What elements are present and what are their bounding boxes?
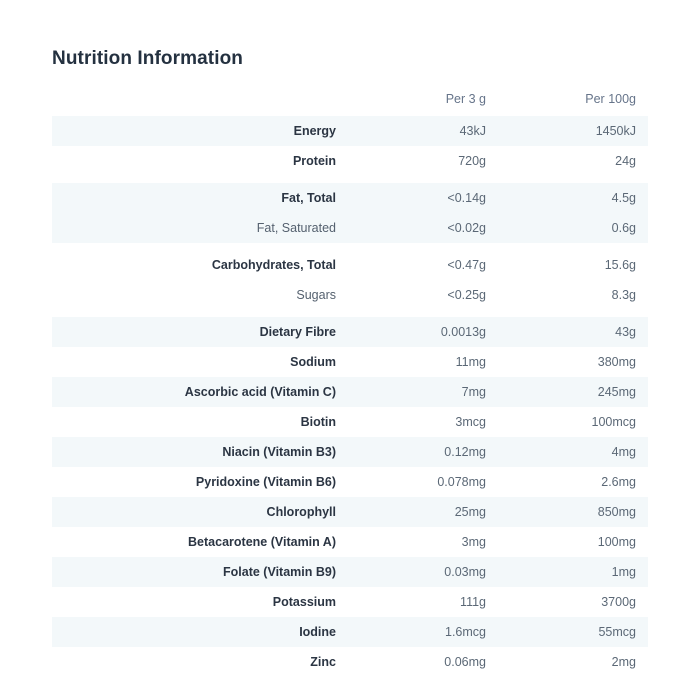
table-row [52, 250, 648, 280]
column-header-nutrient [52, 88, 348, 116]
value-per-100g: 43g [498, 317, 648, 347]
value-per-serve: 7mg [348, 377, 498, 407]
value-per-100g: 850mg [498, 497, 648, 527]
table-row [52, 437, 648, 467]
row-spacer-cell [52, 310, 648, 317]
value-per-100g: 4mg [498, 437, 648, 467]
value-per-100g: 3700g [498, 587, 648, 617]
value-per-serve: 0.12mg [348, 437, 498, 467]
table-body [52, 116, 648, 677]
nutrient-label: Pyridoxine (Vitamin B6) [52, 467, 348, 497]
table-row [52, 467, 648, 497]
table-row [52, 497, 648, 527]
table-row [52, 377, 648, 407]
nutrient-label: Niacin (Vitamin B3) [52, 437, 348, 467]
value-per-serve: 0.0013g [348, 317, 498, 347]
column-header-per-serve: Per 3 g [348, 88, 498, 116]
row-spacer [52, 310, 648, 317]
table-row [52, 587, 648, 617]
value-per-100g: 4.5g [498, 183, 648, 213]
row-spacer [52, 176, 648, 183]
table-row [52, 116, 648, 146]
nutrition-table [52, 88, 648, 677]
value-per-serve: <0.25g [348, 280, 498, 310]
value-per-100g: 2mg [498, 647, 648, 677]
table-row [52, 527, 648, 557]
table-header [52, 88, 648, 116]
value-per-serve: 111g [348, 587, 498, 617]
value-per-100g: 0.6g [498, 213, 648, 243]
value-per-serve: 43kJ [348, 116, 498, 146]
nutrient-label: Fat, Saturated [52, 213, 348, 243]
nutrient-label: Iodine [52, 617, 348, 647]
value-per-serve: 25mg [348, 497, 498, 527]
value-per-serve: <0.14g [348, 183, 498, 213]
nutrient-label: Sodium [52, 347, 348, 377]
table-row [52, 146, 648, 176]
value-per-serve: 0.06mg [348, 647, 498, 677]
value-per-serve: 0.03mg [348, 557, 498, 587]
value-per-100g: 8.3g [498, 280, 648, 310]
nutrient-label: Potassium [52, 587, 348, 617]
value-per-serve: 0.078mg [348, 467, 498, 497]
table-row [52, 213, 648, 243]
table-row [52, 347, 648, 377]
value-per-100g: 380mg [498, 347, 648, 377]
table-row [52, 557, 648, 587]
column-header-per-100g: Per 100g [498, 88, 648, 116]
value-per-100g: 2.6mg [498, 467, 648, 497]
nutrient-label: Fat, Total [52, 183, 348, 213]
value-per-serve: 720g [348, 146, 498, 176]
value-per-100g: 1mg [498, 557, 648, 587]
table-row [52, 647, 648, 677]
table-row [52, 317, 648, 347]
value-per-100g: 245mg [498, 377, 648, 407]
value-per-100g: 100mg [498, 527, 648, 557]
row-spacer-cell [52, 176, 648, 183]
nutrient-label: Chlorophyll [52, 497, 348, 527]
value-per-100g: 15.6g [498, 250, 648, 280]
nutrient-label: Sugars [52, 280, 348, 310]
value-per-100g: 100mcg [498, 407, 648, 437]
table-row [52, 617, 648, 647]
table-row [52, 183, 648, 213]
value-per-100g: 1450kJ [498, 116, 648, 146]
nutrient-label: Biotin [52, 407, 348, 437]
value-per-100g: 24g [498, 146, 648, 176]
table-row [52, 280, 648, 310]
value-per-serve: 3mg [348, 527, 498, 557]
nutrient-label: Zinc [52, 647, 348, 677]
nutrient-label: Folate (Vitamin B9) [52, 557, 348, 587]
table-row [52, 407, 648, 437]
row-spacer [52, 243, 648, 250]
nutrient-label: Betacarotene (Vitamin A) [52, 527, 348, 557]
value-per-serve: <0.47g [348, 250, 498, 280]
value-per-serve: <0.02g [348, 213, 498, 243]
page-title: Nutrition Information [52, 48, 244, 69]
nutrient-label: Dietary Fibre [52, 317, 348, 347]
value-per-serve: 1.6mcg [348, 617, 498, 647]
value-per-100g: 55mcg [498, 617, 648, 647]
row-spacer-cell [52, 243, 648, 250]
table-header-row [52, 88, 648, 116]
nutrient-label: Protein [52, 146, 348, 176]
nutrient-label: Energy [52, 116, 348, 146]
value-per-serve: 11mg [348, 347, 498, 377]
nutrient-label: Carbohydrates, Total [52, 250, 348, 280]
nutrient-label: Ascorbic acid (Vitamin C) [52, 377, 348, 407]
value-per-serve: 3mcg [348, 407, 498, 437]
